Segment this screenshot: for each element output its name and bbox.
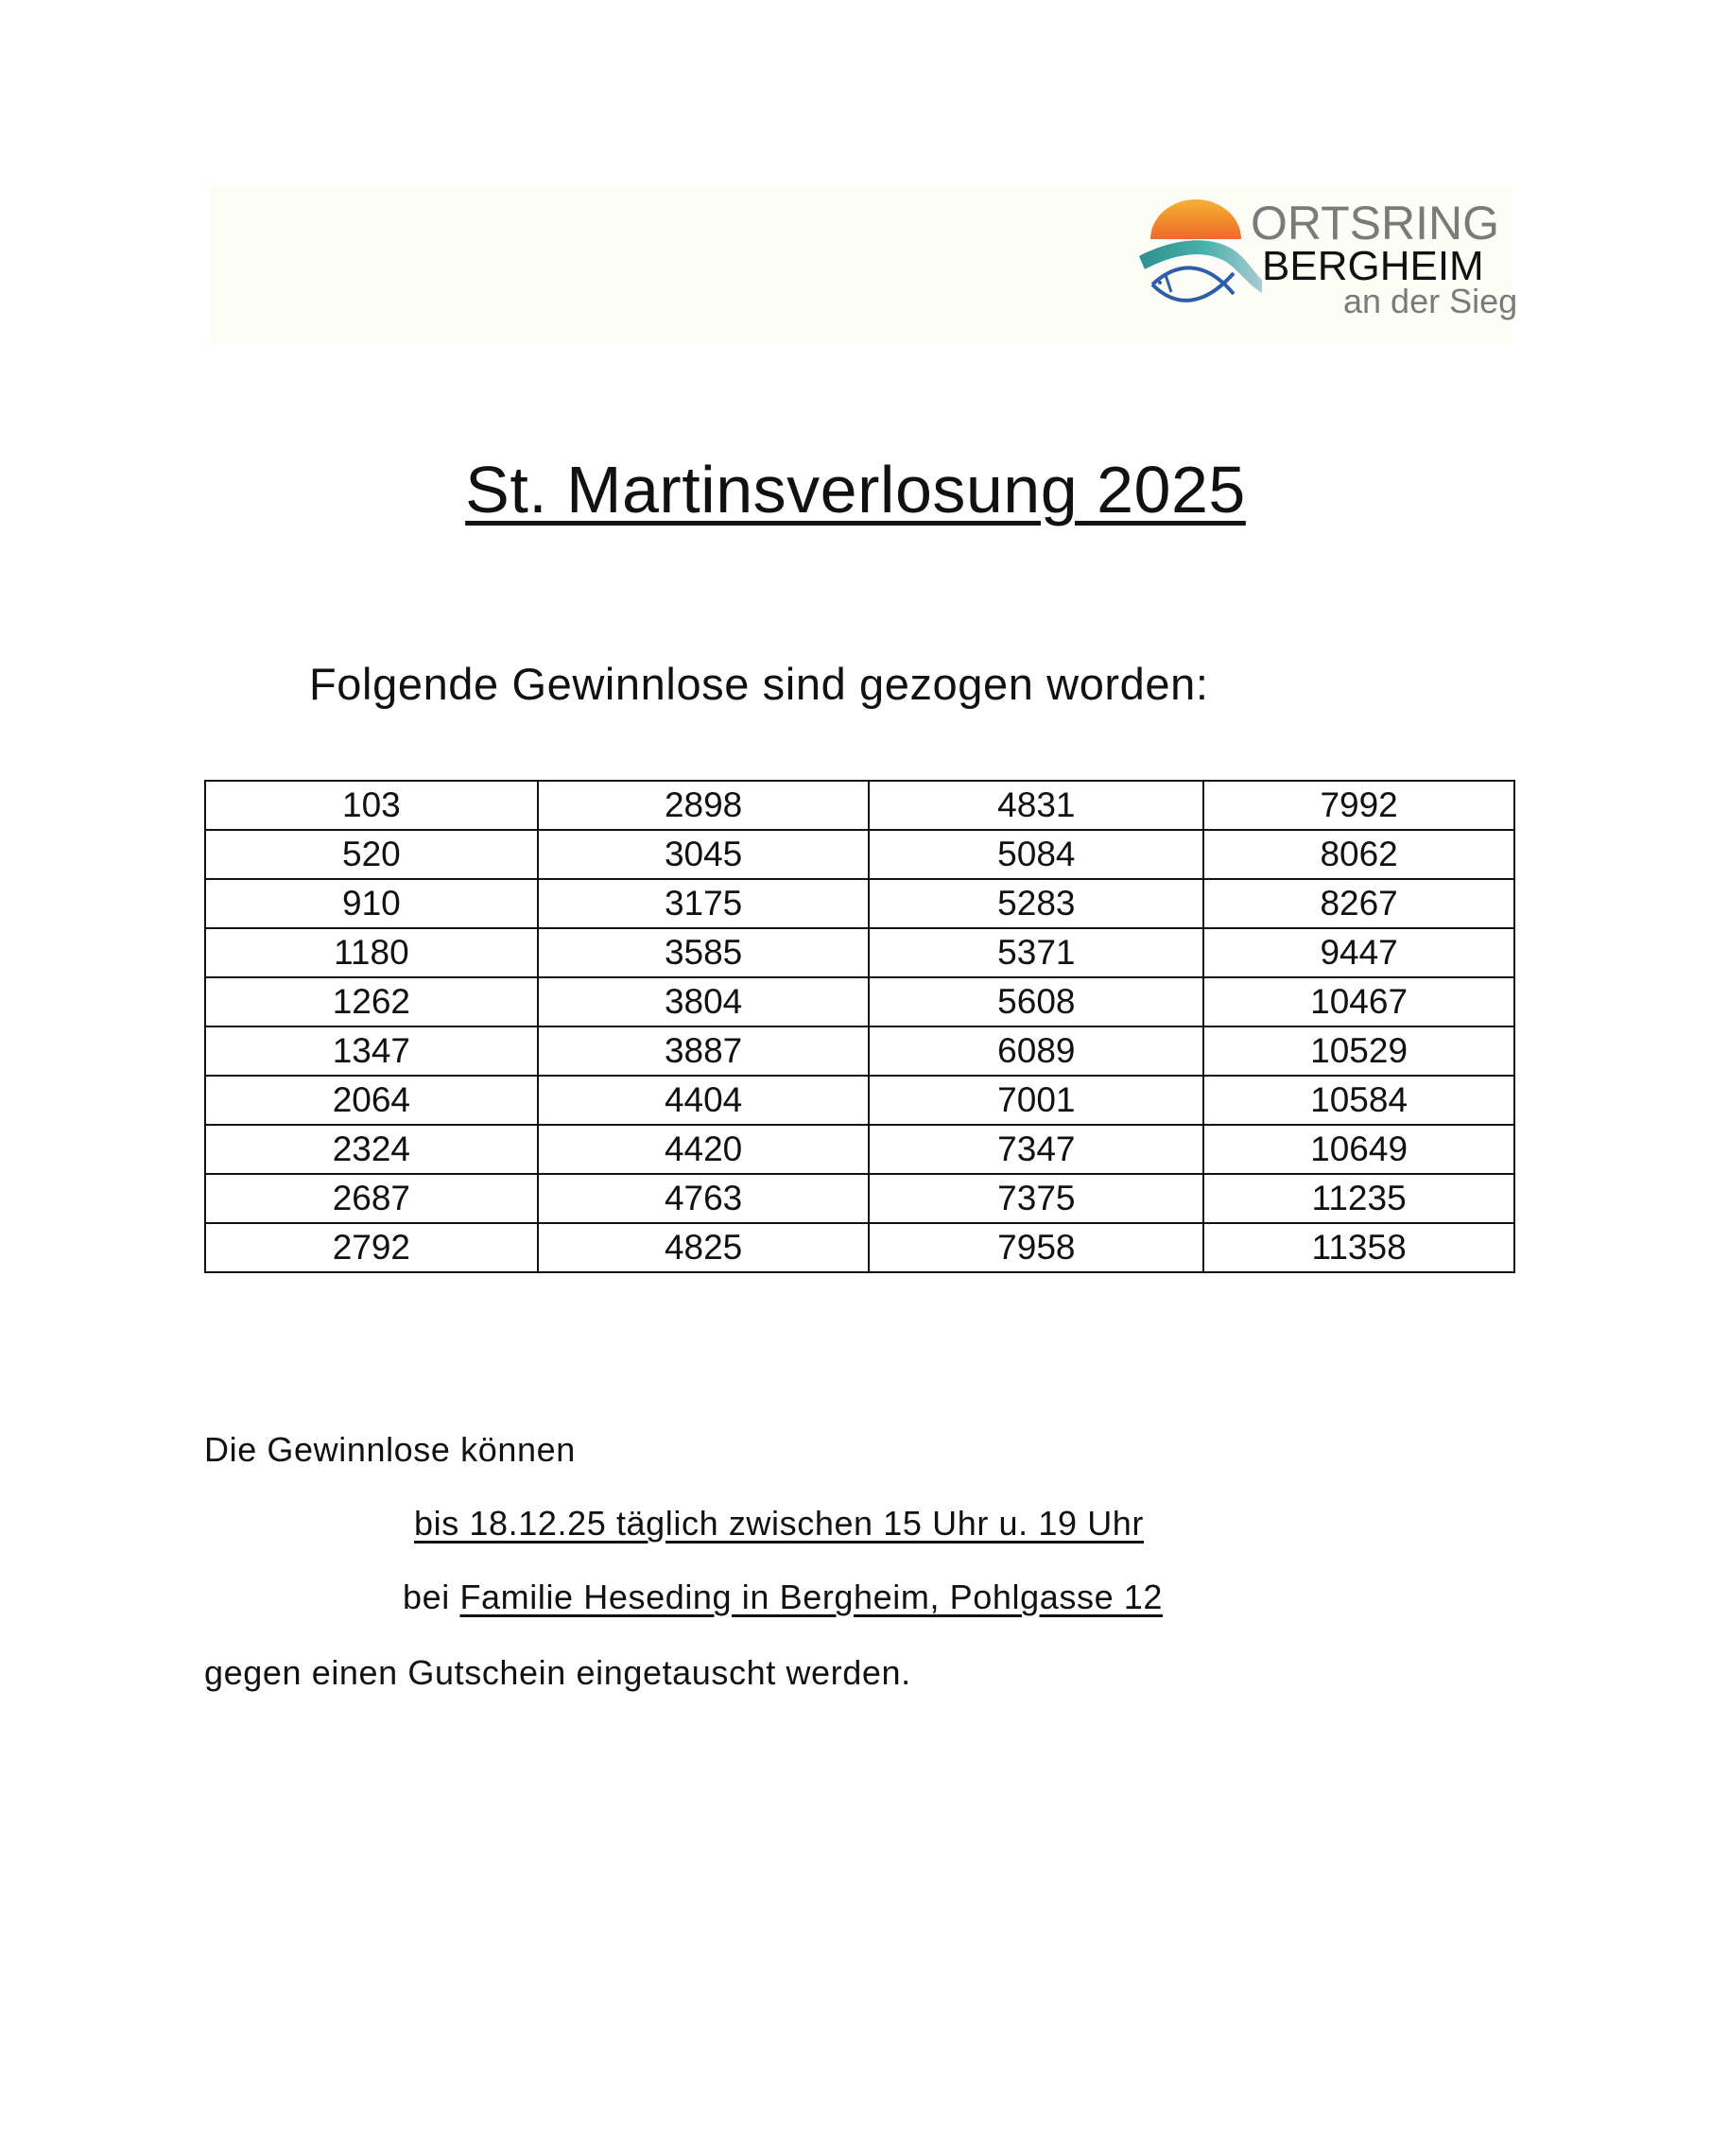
notice-line-3-address: Familie Heseding in Bergheim, Pohlgasse 12	[459, 1578, 1164, 1616]
table-cell: 10467	[1203, 977, 1514, 1026]
ortsring-bergheim-logo	[1139, 194, 1518, 326]
page-title: St. Martinsverlosung 2025	[465, 453, 1246, 526]
table-cell: 1180	[205, 928, 538, 977]
table-cell: 11235	[1203, 1174, 1514, 1223]
table-cell: 2898	[538, 781, 870, 830]
table-cell: 103	[205, 781, 538, 830]
table-cell: 9447	[1203, 928, 1514, 977]
table-cell: 10649	[1203, 1125, 1514, 1174]
logo-text-bergheim: BERGHEIM	[1262, 243, 1484, 289]
table-row	[205, 1076, 1514, 1125]
table-cell: 8062	[1203, 830, 1514, 879]
table-cell: 5084	[869, 830, 1203, 879]
table-cell: 7001	[869, 1076, 1203, 1125]
table-cell: 4825	[538, 1223, 870, 1272]
subtitle: Folgende Gewinnlose sind gezogen worden:	[309, 659, 1209, 709]
notice-line-3-prefix: bei	[403, 1578, 460, 1616]
table-row	[205, 1223, 1514, 1272]
table-cell: 4831	[869, 781, 1203, 830]
table-cell: 3887	[538, 1026, 870, 1076]
table-row	[205, 928, 1514, 977]
table-cell: 2687	[205, 1174, 538, 1223]
table-cell: 5608	[869, 977, 1203, 1026]
table-row	[205, 879, 1514, 928]
logo-text-an-der-sieg: an der Sieg	[1343, 282, 1518, 320]
table-cell: 2064	[205, 1076, 538, 1125]
table-cell: 7992	[1203, 781, 1514, 830]
sun-wave-fish-icon	[1139, 194, 1262, 326]
table-cell: 1347	[205, 1026, 538, 1076]
page-title-container	[0, 452, 1711, 527]
table-cell: 7958	[869, 1223, 1203, 1272]
table-row	[205, 1174, 1514, 1223]
notice-line-4: gegen einen Gutschein eingetauscht werden.	[204, 1653, 911, 1692]
table-cell: 3175	[538, 879, 870, 928]
table-cell: 3585	[538, 928, 870, 977]
winning-numbers-table	[204, 780, 1515, 1273]
table-cell: 3804	[538, 977, 870, 1026]
table-cell: 4763	[538, 1174, 870, 1223]
notice-line-1: Die Gewinnlose können	[204, 1430, 576, 1469]
table-cell: 10529	[1203, 1026, 1514, 1076]
table-cell: 6089	[869, 1026, 1203, 1076]
table-cell: 10584	[1203, 1076, 1514, 1125]
logo-text-ortsring: ORTSRING	[1251, 197, 1499, 250]
table-cell: 520	[205, 830, 538, 879]
table-cell: 2324	[205, 1125, 538, 1174]
table-cell: 910	[205, 879, 538, 928]
table-cell: 7375	[869, 1174, 1203, 1223]
table-cell: 8267	[1203, 879, 1514, 928]
table-row	[205, 830, 1514, 879]
table-cell: 2792	[205, 1223, 538, 1272]
table-cell: 5283	[869, 879, 1203, 928]
table-cell: 11358	[1203, 1223, 1514, 1272]
table-row	[205, 1026, 1514, 1076]
table-row	[205, 1125, 1514, 1174]
notice-line-3	[403, 1580, 1163, 1614]
notice-line-2-dates: bis 18.12.25 täglich zwischen 15 Uhr u. 19 Uhr	[414, 1504, 1145, 1543]
table-cell: 4404	[538, 1076, 870, 1125]
table-cell: 3045	[538, 830, 870, 879]
table-cell: 1262	[205, 977, 538, 1026]
table-row	[205, 977, 1514, 1026]
table-cell: 5371	[869, 928, 1203, 977]
table-cell: 7347	[869, 1125, 1203, 1174]
table-cell: 4420	[538, 1125, 870, 1174]
table-row	[205, 781, 1514, 830]
